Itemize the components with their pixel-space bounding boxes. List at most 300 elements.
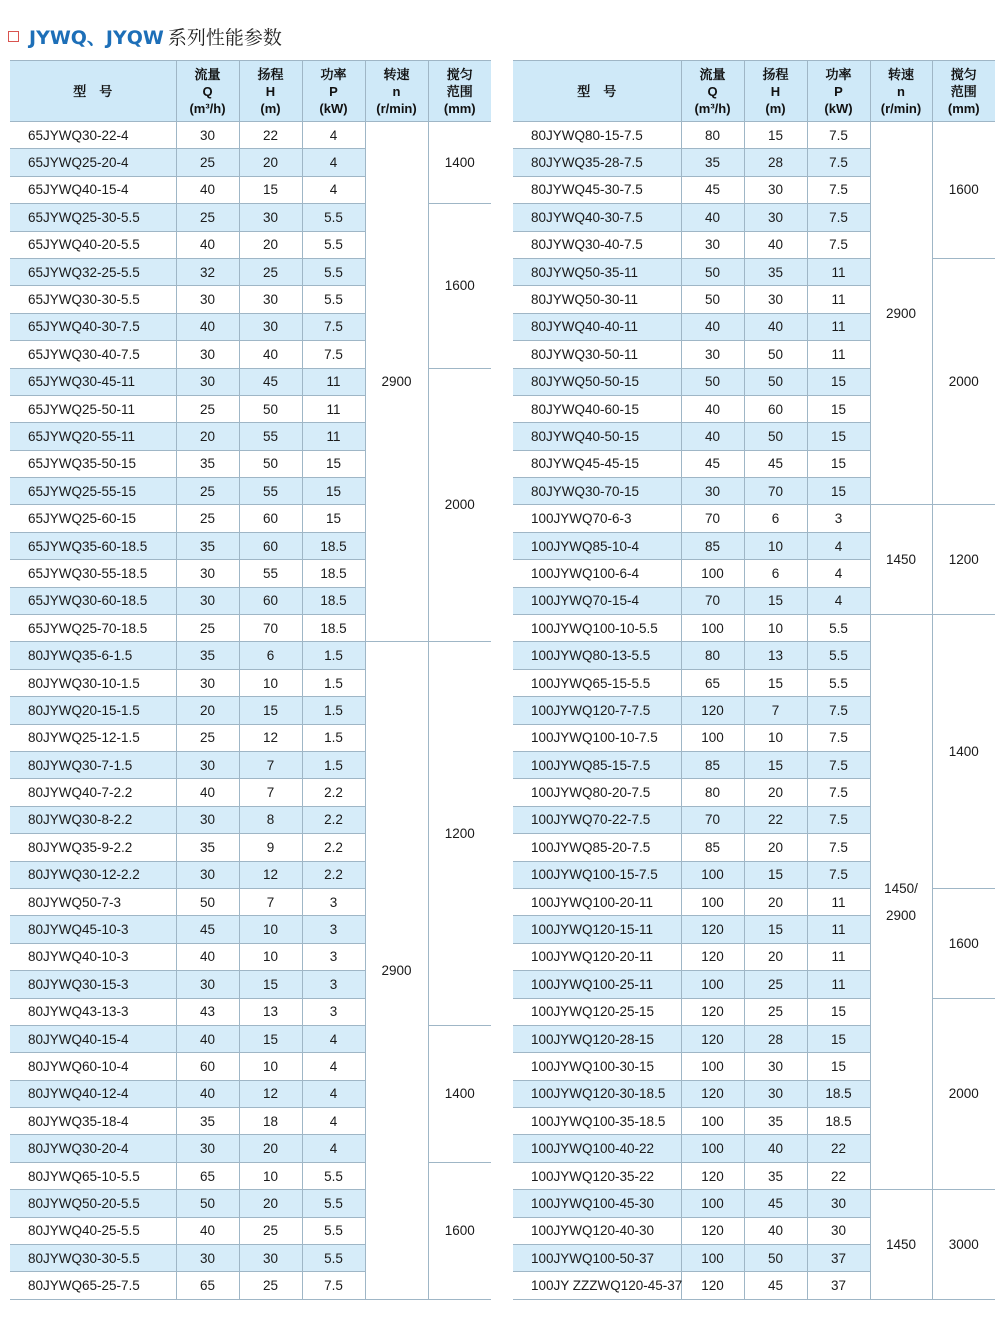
table-row [513,615,995,642]
model-cell: 80JYWQ35-28-7.5 [513,149,681,176]
flow-cell: 70 [681,587,744,614]
flow-cell: 30 [176,1245,239,1272]
model-cell: 80JYWQ30-20-4 [10,1135,176,1162]
range-cell: 1400 [932,615,995,889]
model-cell: 65JYWQ25-50-11 [10,395,176,422]
flow-cell: 65 [176,1162,239,1189]
header-power: 功率 P (kW) [302,61,365,122]
model-cell: 100JYWQ70-6-3 [513,505,681,532]
model-cell: 65JYWQ30-60-18.5 [10,587,176,614]
head-cell: 13 [744,642,807,669]
model-cell: 80JYWQ45-45-15 [513,450,681,477]
model-cell: 80JYWQ60-10-4 [10,1053,176,1080]
flow-cell: 70 [681,505,744,532]
head-cell: 40 [239,341,302,368]
model-cell: 80JYWQ43-13-3 [10,998,176,1025]
flow-cell: 50 [681,258,744,285]
model-cell: 80JYWQ35-9-2.2 [10,834,176,861]
power-cell: 7.5 [807,861,870,888]
power-cell: 18.5 [807,1080,870,1107]
spec-table-left [10,60,491,1300]
head-cell: 6 [744,505,807,532]
power-cell: 1.5 [302,669,365,696]
speed-cell [870,615,932,1190]
flow-cell: 100 [681,724,744,751]
flow-cell: 40 [176,779,239,806]
speed-value: 2900 [885,908,917,924]
speed-cell [870,505,932,615]
head-cell: 30 [239,204,302,231]
flow-cell: 25 [176,478,239,505]
head-cell: 50 [239,450,302,477]
power-cell: 3 [807,505,870,532]
range-cell: 1600 [932,888,995,998]
flow-cell: 40 [681,313,744,340]
flow-cell: 120 [681,1162,744,1189]
model-cell: 80JYWQ30-15-3 [10,971,176,998]
flow-cell: 35 [176,834,239,861]
model-cell: 80JYWQ40-30-7.5 [513,204,681,231]
head-cell: 60 [239,587,302,614]
range-cell: 1600 [932,122,995,259]
head-cell: 60 [239,505,302,532]
flow-cell: 120 [681,1217,744,1244]
head-cell: 10 [744,532,807,559]
head-cell: 9 [239,834,302,861]
flow-cell: 25 [176,724,239,751]
power-cell: 11 [807,971,870,998]
power-cell: 37 [807,1272,870,1299]
header-range: 搅匀 范围 (mm) [428,61,491,122]
flow-cell: 50 [681,286,744,313]
table-row [513,122,995,149]
range-cell: 2000 [932,998,995,1190]
model-cell: 100JYWQ120-35-22 [513,1162,681,1189]
power-cell: 3 [302,888,365,915]
power-cell: 11 [302,395,365,422]
model-cell: 100JYWQ70-22-7.5 [513,806,681,833]
model-cell: 100JYWQ80-13-5.5 [513,642,681,669]
head-cell: 40 [744,313,807,340]
model-cell: 65JYWQ30-45-11 [10,368,176,395]
model-cell: 80JYWQ40-12-4 [10,1080,176,1107]
flow-cell: 30 [176,587,239,614]
flow-cell: 100 [681,888,744,915]
power-cell: 4 [807,587,870,614]
model-cell: 100JYWQ100-10-7.5 [513,724,681,751]
head-cell: 10 [239,1053,302,1080]
model-cell: 100JYWQ100-30-15 [513,1053,681,1080]
power-cell: 15 [807,1025,870,1052]
power-cell: 7.5 [807,697,870,724]
flow-cell: 40 [176,1217,239,1244]
power-cell: 18.5 [807,1108,870,1135]
table-header-row [10,61,491,122]
flow-cell: 100 [681,1190,744,1217]
model-cell: 65JYWQ35-60-18.5 [10,532,176,559]
flow-cell: 40 [176,1025,239,1052]
head-cell: 20 [239,1135,302,1162]
flow-cell: 70 [681,806,744,833]
flow-cell: 25 [176,204,239,231]
power-cell: 1.5 [302,697,365,724]
head-cell: 60 [744,395,807,422]
head-cell: 22 [744,806,807,833]
flow-cell: 30 [176,751,239,778]
head-cell: 20 [744,834,807,861]
power-cell: 15 [807,368,870,395]
power-cell: 11 [302,423,365,450]
header-flow: 流量 Q (m³/h) [176,61,239,122]
model-cell: 80JYWQ30-70-15 [513,478,681,505]
table-body-right [513,122,995,1300]
model-cell: 65JYWQ25-55-15 [10,478,176,505]
flow-cell: 35 [176,642,239,669]
power-cell: 4 [302,1135,365,1162]
power-cell: 4 [302,1108,365,1135]
model-cell: 100JYWQ85-20-7.5 [513,834,681,861]
power-cell: 15 [807,1053,870,1080]
model-cell: 80JYWQ50-7-3 [10,888,176,915]
range-cell: 2000 [428,368,491,642]
model-cell: 80JYWQ35-6-1.5 [10,642,176,669]
model-cell: 100JYWQ100-20-11 [513,888,681,915]
power-cell: 7.5 [807,122,870,149]
power-cell: 2.2 [302,806,365,833]
flow-cell: 40 [176,176,239,203]
table-row [513,505,995,532]
range-cell: 1200 [428,642,491,1025]
power-cell: 5.5 [302,286,365,313]
model-cell: 65JYWQ32-25-5.5 [10,258,176,285]
power-cell: 5.5 [807,642,870,669]
flow-cell: 30 [176,861,239,888]
flow-cell: 30 [681,478,744,505]
model-cell: 65JYWQ25-30-5.5 [10,204,176,231]
model-cell: 80JYWQ30-40-7.5 [513,231,681,258]
model-cell: 80JYWQ65-25-7.5 [10,1272,176,1299]
head-cell: 55 [239,560,302,587]
speed-value: 1450/ [884,881,918,897]
power-cell: 11 [807,286,870,313]
flow-cell: 40 [681,423,744,450]
flow-cell: 25 [176,615,239,642]
flow-cell: 35 [176,532,239,559]
power-cell: 7.5 [807,231,870,258]
power-cell: 3 [302,998,365,1025]
flow-cell: 35 [176,450,239,477]
power-cell: 15 [302,478,365,505]
range-cell: 1600 [428,204,491,368]
head-cell: 55 [239,478,302,505]
head-cell: 35 [744,258,807,285]
flow-cell: 40 [176,231,239,258]
flow-cell: 50 [176,1190,239,1217]
power-cell: 7.5 [807,834,870,861]
power-cell: 30 [807,1190,870,1217]
flow-cell: 35 [176,1108,239,1135]
range-cell: 1600 [428,1162,491,1299]
flow-cell: 120 [681,916,744,943]
model-cell: 80JYWQ40-10-3 [10,943,176,970]
header-range: 搅匀 范围 (mm) [932,61,995,122]
flow-cell: 25 [176,395,239,422]
head-cell: 15 [744,669,807,696]
flow-cell: 80 [681,642,744,669]
power-cell: 15 [807,423,870,450]
head-cell: 20 [239,1190,302,1217]
head-cell: 35 [744,1108,807,1135]
flow-cell: 30 [176,1135,239,1162]
head-cell: 45 [744,1190,807,1217]
head-cell: 50 [744,368,807,395]
power-cell: 7.5 [807,149,870,176]
power-cell: 15 [807,478,870,505]
flow-cell: 40 [176,313,239,340]
head-cell: 7 [239,888,302,915]
power-cell: 3 [302,943,365,970]
flow-cell: 100 [681,1135,744,1162]
flow-cell: 45 [176,916,239,943]
model-cell: 100JYWQ120-30-18.5 [513,1080,681,1107]
flow-cell: 35 [681,149,744,176]
head-cell: 20 [744,888,807,915]
flow-cell: 20 [176,697,239,724]
head-cell: 45 [744,1272,807,1299]
flow-cell: 60 [176,1053,239,1080]
model-cell: 65JYWQ30-55-18.5 [10,560,176,587]
spec-table-right [513,60,995,1300]
head-cell: 30 [744,1080,807,1107]
model-cell: 80JYWQ45-10-3 [10,916,176,943]
head-cell: 12 [239,1080,302,1107]
model-cell: 100JYWQ120-28-15 [513,1025,681,1052]
head-cell: 8 [239,806,302,833]
model-cell: 80JYWQ30-50-11 [513,341,681,368]
flow-cell: 30 [176,971,239,998]
head-cell: 30 [239,313,302,340]
power-cell: 5.5 [302,1162,365,1189]
speed-cell [365,642,428,1299]
power-cell: 15 [302,505,365,532]
flow-cell: 120 [681,697,744,724]
head-cell: 20 [744,779,807,806]
power-cell: 22 [807,1162,870,1189]
head-cell: 7 [239,779,302,806]
head-cell: 28 [744,149,807,176]
flow-cell: 100 [681,615,744,642]
head-cell: 60 [239,532,302,559]
head-cell: 15 [239,176,302,203]
flow-cell: 30 [176,341,239,368]
model-cell: 100JYWQ120-40-30 [513,1217,681,1244]
power-cell: 3 [302,916,365,943]
range-cell: 3000 [932,1190,995,1300]
head-cell: 20 [239,149,302,176]
flow-cell: 100 [681,1245,744,1272]
model-cell: 80JYWQ65-10-5.5 [10,1162,176,1189]
flow-cell: 40 [176,1080,239,1107]
model-cell: 80JYWQ80-15-7.5 [513,122,681,149]
power-cell: 11 [807,258,870,285]
power-cell: 7.5 [807,176,870,203]
model-cell: 100JYWQ65-15-5.5 [513,669,681,696]
head-cell: 6 [239,642,302,669]
head-cell: 25 [744,971,807,998]
power-cell: 5.5 [302,1245,365,1272]
model-cell: 80JYWQ30-8-2.2 [10,806,176,833]
power-cell: 15 [807,395,870,422]
speed-value: 2900 [381,963,412,979]
flow-cell: 65 [176,1272,239,1299]
header-speed: 转速 n (r/min) [870,61,932,122]
title-suffix: 系列性能参数 [167,26,282,49]
model-cell: 100JYWQ100-35-18.5 [513,1108,681,1135]
flow-cell: 50 [681,368,744,395]
header-head: 扬程 H (m) [239,61,302,122]
speed-value: 1450 [885,1237,917,1253]
head-cell: 45 [744,450,807,477]
power-cell: 18.5 [302,615,365,642]
head-cell: 55 [239,423,302,450]
model-cell: 80JYWQ50-20-5.5 [10,1190,176,1217]
header-model: 型 号 [513,61,681,122]
head-cell: 15 [744,861,807,888]
power-cell: 2.2 [302,834,365,861]
head-cell: 30 [744,204,807,231]
head-cell: 6 [744,560,807,587]
power-cell: 15 [807,450,870,477]
model-cell: 80JYWQ40-25-5.5 [10,1217,176,1244]
power-cell: 1.5 [302,642,365,669]
model-cell: 65JYWQ30-40-7.5 [10,341,176,368]
head-cell: 10 [239,669,302,696]
range-cell: 1400 [428,1025,491,1162]
model-cell: 100JYWQ100-45-30 [513,1190,681,1217]
head-cell: 40 [744,1217,807,1244]
power-cell: 7.5 [807,779,870,806]
head-cell: 30 [744,176,807,203]
flow-cell: 30 [681,341,744,368]
flow-cell: 120 [681,1272,744,1299]
power-cell: 18.5 [302,587,365,614]
flow-cell: 45 [681,450,744,477]
model-cell: 80JYWQ25-12-1.5 [10,724,176,751]
model-cell: 65JYWQ30-30-5.5 [10,286,176,313]
flow-cell: 120 [681,1080,744,1107]
flow-cell: 65 [681,669,744,696]
head-cell: 50 [239,395,302,422]
model-cell: 100JYWQ85-10-4 [513,532,681,559]
power-cell: 1.5 [302,751,365,778]
model-cell: 80JYWQ40-50-15 [513,423,681,450]
model-cell: 100JYWQ85-15-7.5 [513,751,681,778]
flow-cell: 120 [681,943,744,970]
head-cell: 25 [239,1272,302,1299]
model-cell: 80JYWQ30-7-1.5 [10,751,176,778]
power-cell: 7.5 [807,724,870,751]
flow-cell: 30 [176,286,239,313]
flow-cell: 32 [176,258,239,285]
model-cell: 80JYWQ20-15-1.5 [10,697,176,724]
speed-value: 2900 [381,374,412,390]
table-header-row [513,61,995,122]
power-cell: 5.5 [302,1217,365,1244]
model-cell: 100JY ZZZWQ120-45-37 [513,1272,681,1299]
header-head: 扬程 H (m) [744,61,807,122]
flow-cell: 85 [681,751,744,778]
head-cell: 7 [239,751,302,778]
head-cell: 15 [744,916,807,943]
flow-cell: 100 [681,1108,744,1135]
power-cell: 4 [302,1053,365,1080]
power-cell: 5.5 [302,204,365,231]
head-cell: 15 [239,971,302,998]
power-cell: 4 [302,1080,365,1107]
flow-cell: 85 [681,532,744,559]
header-speed: 转速 n (r/min) [365,61,428,122]
power-cell: 4 [302,176,365,203]
model-cell: 100JYWQ100-6-4 [513,560,681,587]
power-cell: 7.5 [807,751,870,778]
model-cell: 65JYWQ40-15-4 [10,176,176,203]
head-cell: 40 [744,231,807,258]
power-cell: 4 [807,560,870,587]
power-cell: 22 [807,1135,870,1162]
power-cell: 18.5 [302,532,365,559]
head-cell: 10 [239,943,302,970]
head-cell: 20 [744,943,807,970]
power-cell: 2.2 [302,861,365,888]
flow-cell: 30 [176,368,239,395]
flow-cell: 40 [681,204,744,231]
model-cell: 100JYWQ70-15-4 [513,587,681,614]
head-cell: 18 [239,1108,302,1135]
model-cell: 100JYWQ100-40-22 [513,1135,681,1162]
model-cell: 80JYWQ50-35-11 [513,258,681,285]
model-cell: 80JYWQ35-18-4 [10,1108,176,1135]
flow-cell: 80 [681,779,744,806]
flow-cell: 25 [176,149,239,176]
head-cell: 70 [239,615,302,642]
flow-cell: 30 [176,669,239,696]
power-cell: 11 [302,368,365,395]
model-cell: 65JYWQ25-70-18.5 [10,615,176,642]
flow-cell: 25 [176,505,239,532]
flow-cell: 120 [681,1025,744,1052]
speed-value: 2900 [885,305,917,321]
model-cell: 65JYWQ40-20-5.5 [10,231,176,258]
flow-cell: 80 [681,122,744,149]
model-cell: 80JYWQ30-12-2.2 [10,861,176,888]
head-cell: 15 [744,122,807,149]
head-cell: 30 [239,286,302,313]
power-cell: 5.5 [302,1190,365,1217]
head-cell: 35 [744,1162,807,1189]
power-cell: 7.5 [302,341,365,368]
flow-cell: 40 [681,395,744,422]
model-cell: 65JYWQ30-22-4 [10,122,176,149]
flow-cell: 30 [176,806,239,833]
head-cell: 50 [744,1245,807,1272]
flow-cell: 50 [176,888,239,915]
header-flow: 流量 Q (m³/h) [681,61,744,122]
flow-cell: 100 [681,971,744,998]
power-cell: 1.5 [302,724,365,751]
power-cell: 11 [807,888,870,915]
flow-cell: 30 [176,560,239,587]
model-cell: 65JYWQ25-60-15 [10,505,176,532]
